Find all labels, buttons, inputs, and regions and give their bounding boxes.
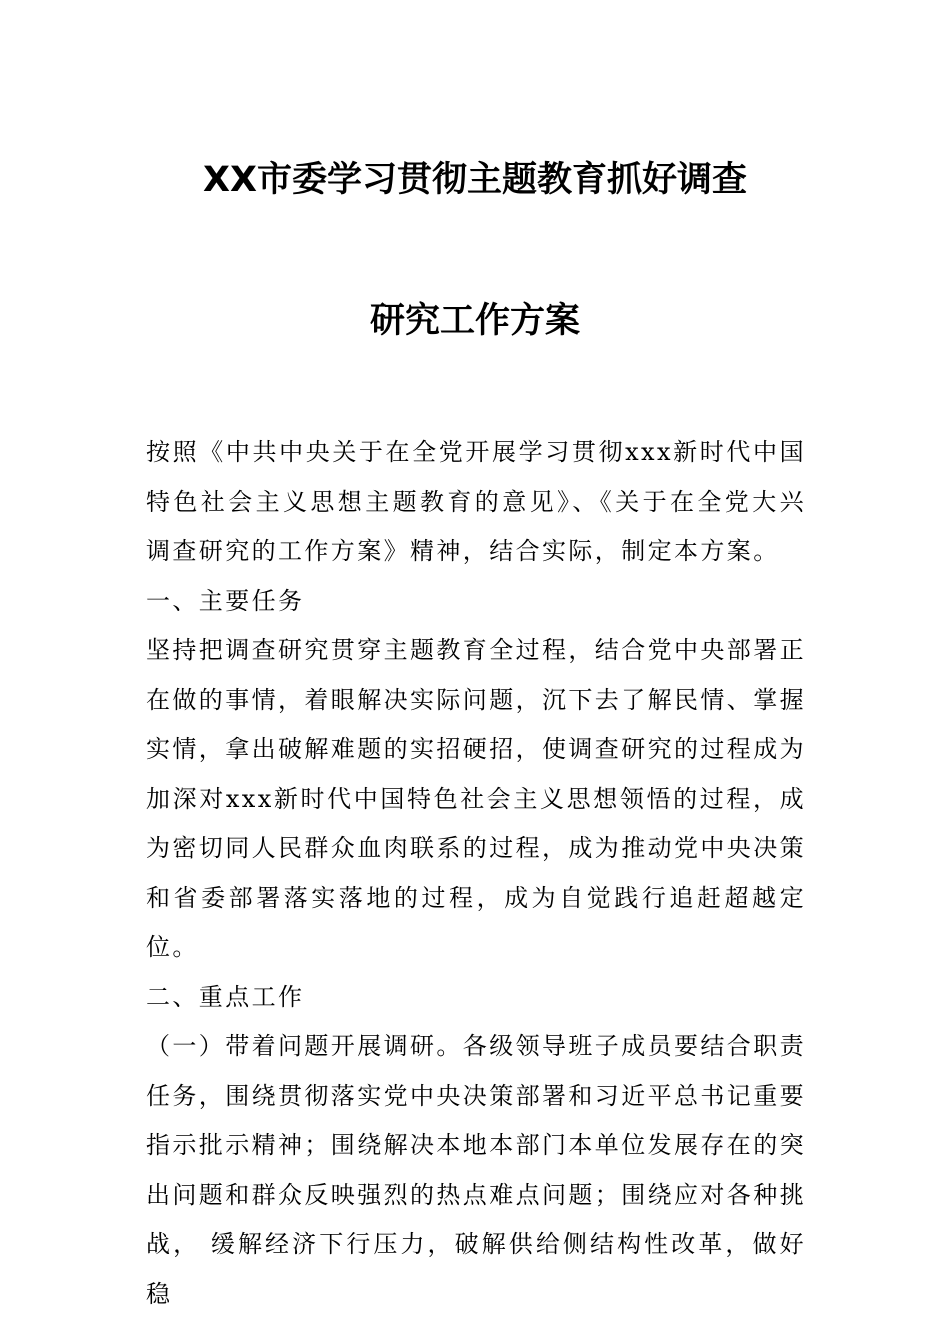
document-title-line-1: XX市委学习贯彻主题教育抓好调查 (203, 160, 747, 200)
section-heading-main-tasks: 一、主要任务 (146, 586, 305, 615)
main-tasks-paragraph: 坚持把调查研究贯穿主题教育全过程，结合党中央部署正在做的事情，着眼解决实际问题，沉下去了解民情、掌握实情，拿出破解难题的实招硬招，使调查研究的过程成为加深对xxx新时代中国特色社会主义思想领悟的过程，成为密切同人民群众血肉联系的过程，成为推动党中央决策和省委部署落实落地的过程，成为自觉践行追赶超越定位。 (146, 636, 806, 961)
section-heading-key-work: 二、重点工作 (146, 982, 305, 1011)
document-body (146, 428, 806, 1319)
document-title-line-2: 研究工作方案 (369, 301, 580, 341)
intro-paragraph: 按照《中共中央关于在全党开展学习贯彻xxx新时代中国特色社会主义思想主题教育的意见》、《关于在全党大兴调查研究的工作方案》精神，结合实际，制定本方案。 (146, 438, 806, 565)
key-work-paragraph-1: （一）带着问题开展调研。各级领导班子成员要结合职责任务，围绕贯彻落实党中央决策部署和习近平总书记重要指示批示精神；围绕解决本地本部门本单位发展存在的突出问题和群众反映强烈的热点难点问题；围绕应对各种挑战， 缓解经济下行压力，破解供给侧结构性改革，做好稳 (146, 1032, 806, 1308)
